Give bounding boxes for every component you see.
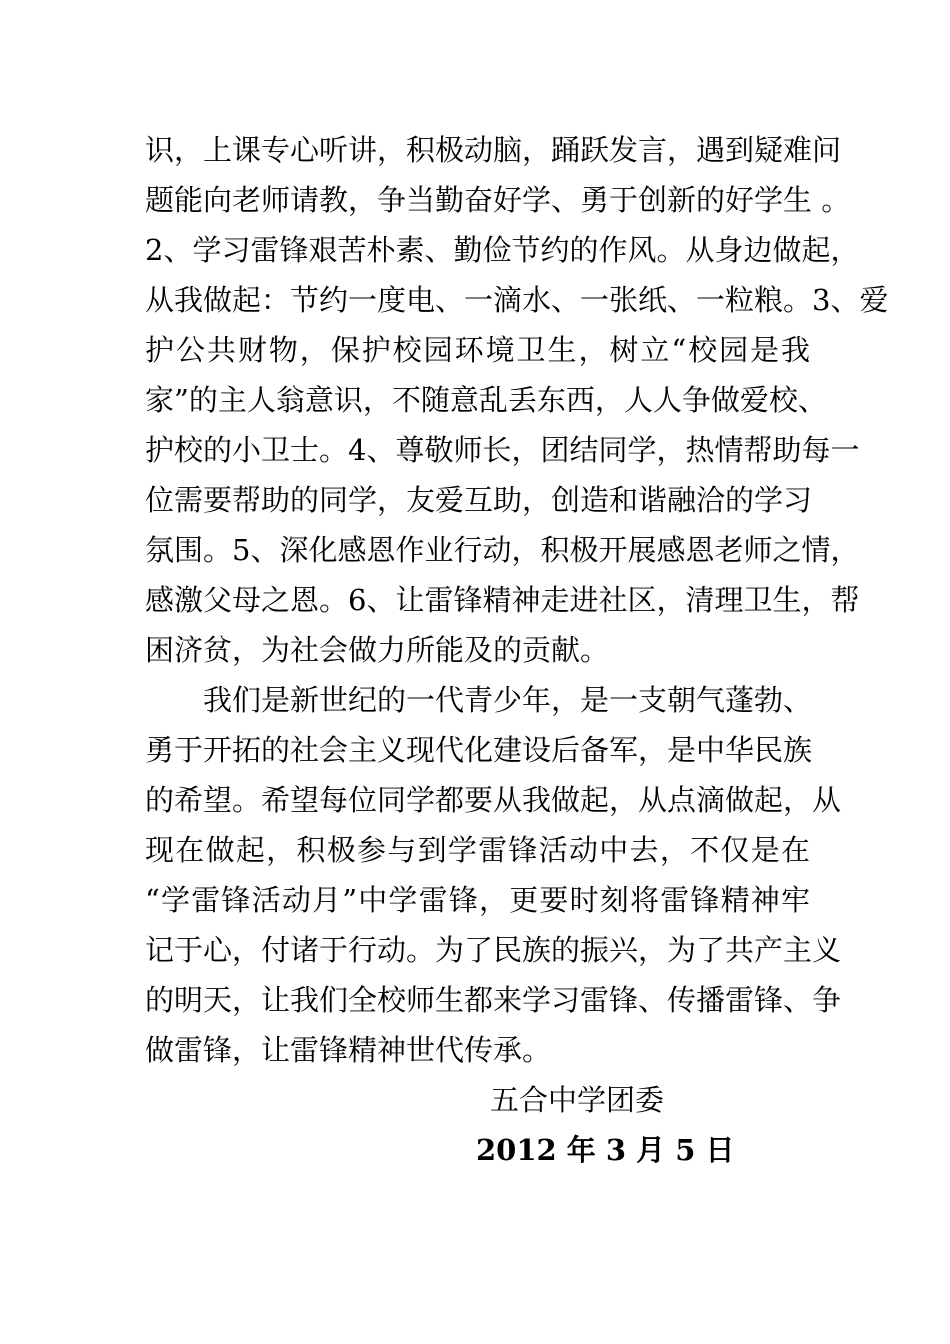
body-line: 的明天，让我们全校师生都来学习雷锋、传播雷锋、争 [145,983,842,1017]
body-line: 困济贫，为社会做力所能及的贡献。 [145,633,610,667]
body-line: 题能向老师请教，争当勤奋好学、勇于创新的好学生 。 [145,183,851,217]
body-line: 做雷锋，让雷锋精神世代传承。 [145,1033,552,1067]
body-line: 2、学习雷锋艰苦朴素、勤俭节约的作风。从身边做起， [145,233,860,267]
body-line: 从我做起：节约一度电、一滴水、一张纸、一粒粮。3、爱 [145,283,889,317]
paragraph-first-line: 我们是新世纪的一代青少年，是一支朝气蓬勃、 [203,683,813,717]
body-line: 家”的主人翁意识，不随意乱丢东西，人人争做爱校、 [145,383,827,417]
body-line: 现在做起，积极参与到学雷锋活动中去，不仅是在 [145,833,810,867]
body-line: 的希望。希望每位同学都要从我做起，从点滴做起，从 [145,783,842,817]
signature-date: 2012 年 3 月 5 日 [476,1133,735,1167]
body-line: 识，上课专心听讲，积极动脑，踊跃发言，遇到疑难问 [145,133,842,167]
body-line: 护公共财物，保护校园环境卫生，树立“校园是我 [145,333,810,367]
body-line: 位需要帮助的同学，友爱互助，创造和谐融洽的学习 [145,483,813,517]
signature-organization: 五合中学团委 [490,1083,665,1117]
body-line: 氛围。5、深化感恩作业行动，积极开展感恩老师之情， [145,533,860,567]
body-line: 护校的小卫士。4、尊敬师长，团结同学，热情帮助每一 [145,433,860,467]
body-line: 感激父母之恩。6、让雷锋精神走进社区，清理卫生，帮 [145,583,860,617]
body-line: “学雷锋活动月”中学雷锋，更要时刻将雷锋精神牢 [145,883,810,917]
body-line: 记于心，付诸于行动。为了民族的振兴，为了共产主义 [145,933,842,967]
body-line: 勇于开拓的社会主义现代化建设后备军，是中华民族 [145,733,813,767]
